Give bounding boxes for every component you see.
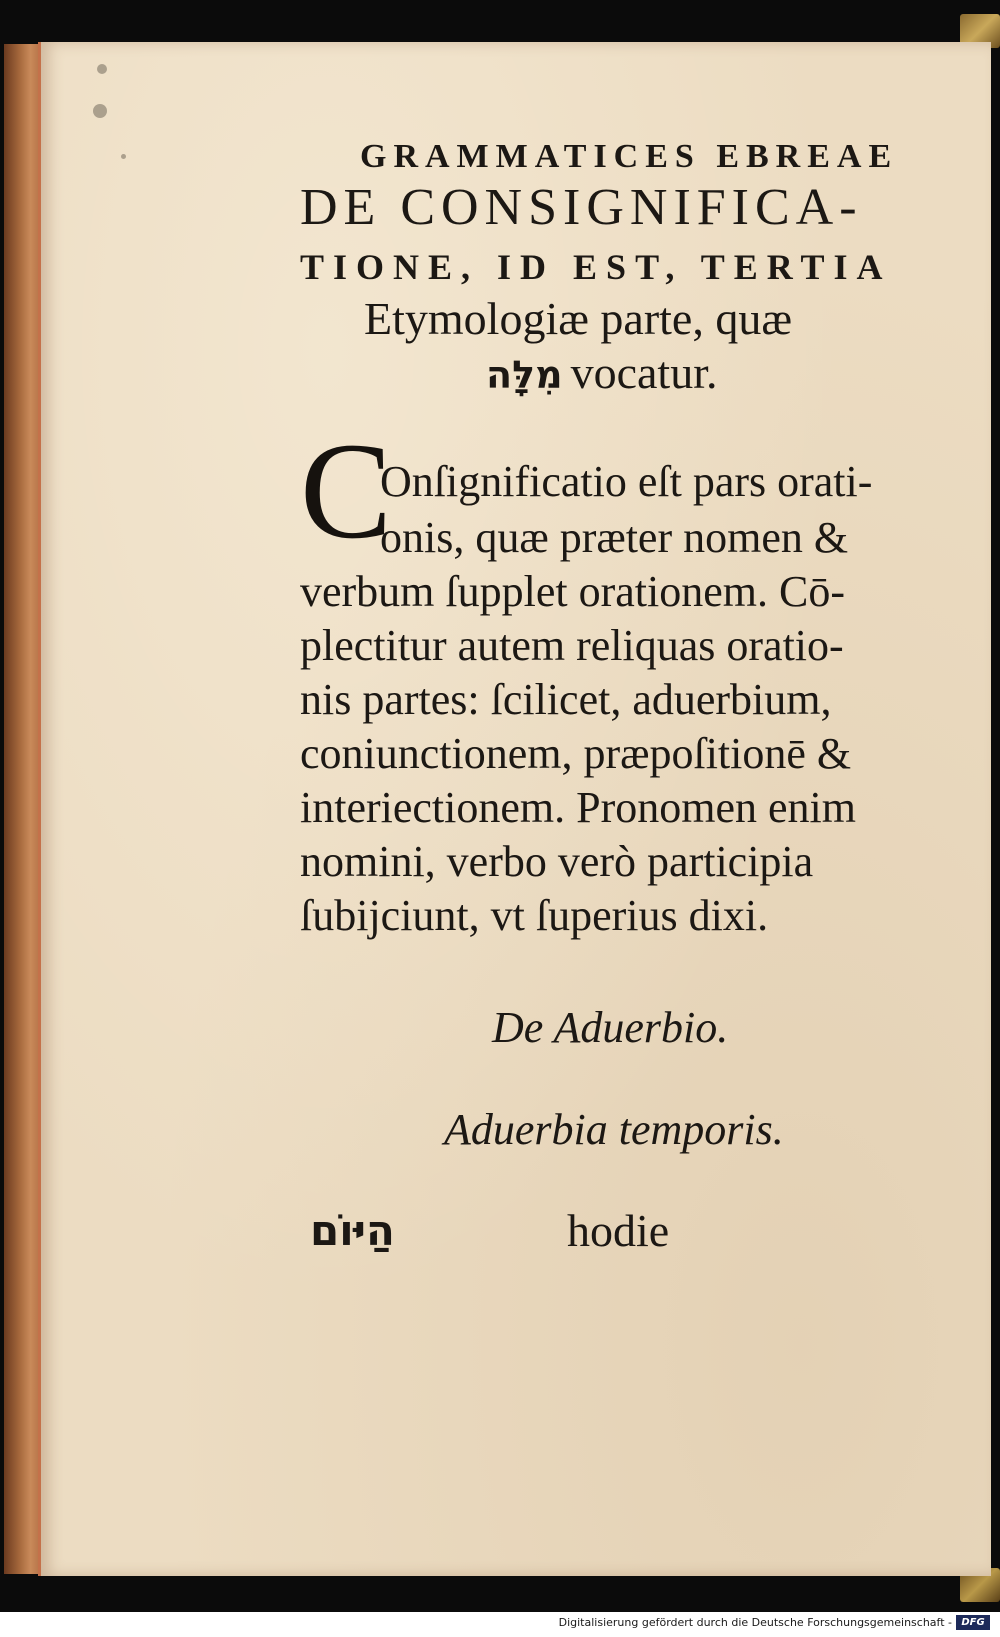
chapter-title-line bbox=[486, 346, 718, 399]
hebrew-term: מִלָּה bbox=[486, 353, 563, 397]
body-text-line: interiectionem. Pronomen enim bbox=[300, 783, 856, 832]
vocabulary-latin: hodie bbox=[567, 1205, 670, 1256]
body-text-line: onis, quæ præter nomen & bbox=[380, 513, 849, 562]
body-text-line: coniunctionem, præpoſitionē & bbox=[300, 729, 852, 778]
funding-credit: Digitalisierung gefördert durch die Deutsche Forschungsgemeinschaft - bbox=[558, 1616, 952, 1629]
paper-stain bbox=[93, 104, 107, 118]
drop-cap-initial: C bbox=[300, 414, 393, 567]
body-text-line: nis partes: ſcilicet, aduerbium, bbox=[300, 675, 832, 724]
title-word: vocatur. bbox=[570, 347, 718, 398]
body-text-line: ſubijciunt, vt ſuperius dixi. bbox=[300, 891, 769, 940]
chapter-title-line: Etymologiæ parte, quæ bbox=[364, 293, 793, 344]
chapter-title-line: TIONE, ID EST, TERTIA bbox=[300, 247, 892, 287]
paper-stain bbox=[121, 154, 126, 159]
section-heading: De Aduerbio. bbox=[492, 1003, 729, 1052]
vocabulary-hebrew: הַיּוֹם bbox=[310, 1206, 395, 1255]
dfg-logo: DFG bbox=[956, 1615, 990, 1630]
running-head: GRAMMATICES EBREAE bbox=[360, 138, 899, 175]
body-text-line: Onſignificatio eſt pars orati- bbox=[380, 457, 873, 506]
paper-stain bbox=[97, 64, 107, 74]
body-text-line: plectitur autem reliquas oratio- bbox=[300, 621, 844, 670]
chapter-title-line: DE CONSIGNIFICA- bbox=[300, 179, 863, 236]
body-text-line: verbum ſupplet orationem. Cō- bbox=[300, 567, 845, 616]
body-text-line: nomini, verbo verò participia bbox=[300, 837, 814, 886]
subsection-heading: Aduerbia temporis. bbox=[444, 1105, 784, 1154]
